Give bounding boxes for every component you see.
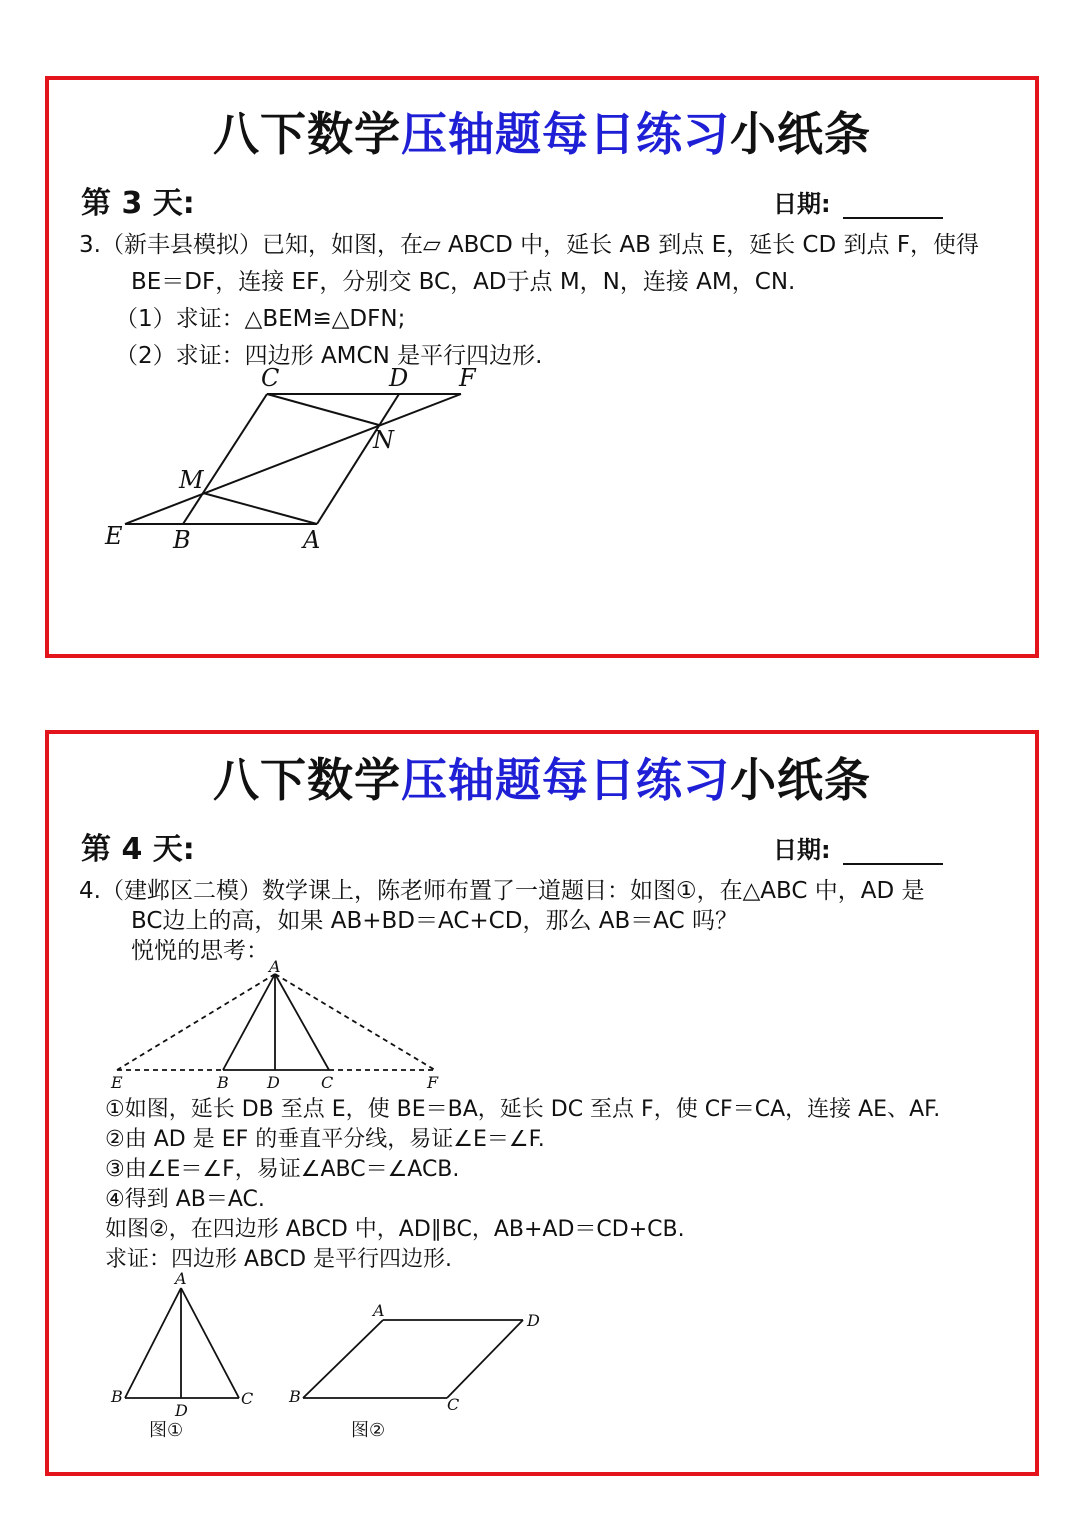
problem-line: （1）求证：△BEM≌△DFN; [115, 306, 406, 332]
title-suffix: 小纸条 [730, 753, 871, 807]
problem-line: 3.（新丰县模拟）已知，如图，在▱ ABCD 中，延长 AB 到点 E，延长 CD 到点 F，使得 [79, 232, 980, 258]
problem-line: BC边上的高，如果 AB+BD＝AC+CD，那么 AB＝AC 吗？ [131, 908, 738, 934]
day4-figures [49, 734, 1039, 1474]
point-E: E [111, 1073, 123, 1092]
step-line: 求证：四边形 ABCD 是平行四边形. [105, 1247, 453, 1272]
figure-1 [125, 1288, 239, 1398]
fig2-point-C: C [447, 1395, 460, 1414]
title-highlight: 压轴题每日练习 [401, 753, 730, 807]
step-line: ③由∠E＝∠F，易证∠ABC＝∠ACB. [105, 1157, 460, 1182]
problem-line: （2）求证：四边形 AMCN 是平行四边形. [115, 343, 543, 369]
problem-line: 悦悦的思考： [131, 938, 269, 964]
point-C: C [321, 1073, 334, 1092]
fig1-point-B: B [111, 1387, 123, 1406]
title-prefix: 八下数学 [213, 753, 401, 807]
fig1-point-D: D [175, 1401, 188, 1420]
point-B: B [173, 526, 191, 554]
point-A: A [269, 957, 281, 976]
point-B: B [217, 1073, 229, 1092]
step-line: ①如图，延长 DB 至点 E，使 BE＝BA，延长 DC 至点 F，使 CF＝CA，连接 AE、AF. [105, 1097, 941, 1122]
fig1-point-C: C [241, 1389, 254, 1408]
day4-card [45, 730, 1039, 1476]
step-line: ②由 AD 是 EF 的垂直平分线，易证∠E＝∠F. [105, 1127, 545, 1152]
day-label: 第 4 天: [81, 832, 195, 867]
figure-2 [303, 1320, 523, 1398]
point-C: C [261, 364, 280, 392]
day3-card [45, 76, 1039, 658]
point-F: F [427, 1073, 439, 1092]
point-A: A [303, 526, 321, 554]
fig2-point-D: D [527, 1311, 540, 1330]
title-prefix: 八下数学 [213, 107, 401, 161]
reasoning-figure [117, 974, 435, 1070]
point-F: F [459, 364, 476, 392]
day-label: 第 3 天: [81, 186, 195, 221]
fig1-point-A: A [175, 1269, 187, 1288]
title-highlight: 压轴题每日练习 [401, 107, 730, 161]
fig2-caption: 图② [351, 1420, 386, 1441]
point-M: M [179, 466, 204, 494]
problem-line: 4.（建邺区二模）数学课上，陈老师布置了一道题目：如图①，在△ABC 中，AD 是 [79, 878, 925, 904]
point-E: E [105, 522, 123, 550]
step-line: 如图②，在四边形 ABCD 中，AD∥BC，AB+AD＝CD+CB. [105, 1217, 685, 1242]
parallelogram-figure [49, 80, 1039, 660]
step-line: ④得到 AB＝AC. [105, 1187, 265, 1212]
problem-line: BE＝DF，连接 EF，分别交 BC，AD于点 M，N，连接 AM，CN. [131, 269, 796, 295]
point-N: N [373, 426, 394, 454]
title-suffix: 小纸条 [730, 107, 871, 161]
fig1-caption: 图① [149, 1420, 184, 1441]
fig2-point-B: B [289, 1387, 301, 1406]
point-D: D [389, 364, 409, 392]
fig2-point-A: A [373, 1301, 385, 1320]
date-label: 日期: [773, 836, 831, 864]
point-D: D [267, 1073, 280, 1092]
date-label: 日期: [773, 190, 831, 218]
